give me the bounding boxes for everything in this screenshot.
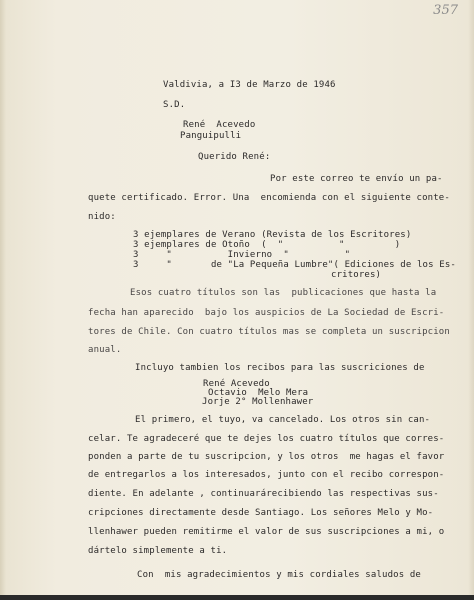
p5-line-1: Con mis agradecimientos y mis cordiales saludos de xyxy=(137,570,421,580)
archive-number: 357 xyxy=(433,3,458,18)
paper-left-edge xyxy=(0,0,6,600)
name-mollenhawer: Jorje 2° Mollenhawer xyxy=(202,397,314,407)
paper-right-edge xyxy=(468,0,474,600)
recipient-city: Panguipulli xyxy=(180,131,242,141)
p2-line-3: tores de Chile. Con cuatro títulos mas se completa un suscripcion xyxy=(88,327,450,337)
p2-line-1: Esos cuatro títulos son las publicaciones que hasta la xyxy=(130,288,437,298)
p2-line-4: anual. xyxy=(88,345,122,355)
sd-line: S.D. xyxy=(163,100,186,110)
list-line-4: 3 " de "La Pequeña Lumbre"( Ediciones de los Es- xyxy=(133,260,456,270)
p4-line-7: llenhawer pueden remitirme el valor de sus suscripciones a mi, o xyxy=(88,527,445,537)
list-line-3: 3 " Invierno " " xyxy=(133,250,351,260)
salutation: Querido René: xyxy=(198,152,271,162)
p1-line-2: quete certificado. Error. Una encomienda con el siguiente conte- xyxy=(88,193,450,203)
p2-line-2: fecha han aparecido bajo los auspicios de La Sociedad de Escri- xyxy=(88,308,445,318)
scan-bottom-edge xyxy=(0,595,474,600)
p4-line-3: ponden a parte de tu suscripcion, y los otros me hagas el favor xyxy=(88,452,445,462)
p1-line-3: nido: xyxy=(88,212,116,222)
p3-line-1: Incluyo tambien los recibos para las suscriciones de xyxy=(135,363,425,373)
p4-line-4: de entregarlos a los interesados, junto con el recibo correspon- xyxy=(88,470,445,480)
p4-line-6: cripciones directamente desde Santiago. Los señores Melo y Mo- xyxy=(88,508,434,518)
p1-line-1: Por este correo te envío un pa- xyxy=(270,174,443,184)
list-line-1: 3 ejemplares de Verano (Revista de los Escritores) xyxy=(133,230,412,240)
p4-line-5: diente. En adelante , continuarárecibiendo las respectivas sus- xyxy=(88,489,439,499)
p4-line-2: celar. Te agradeceré que te dejes los cuatro títulos que corres- xyxy=(88,434,445,444)
p4-line-1: El primero, el tuyo, va cancelado. Los otros sin can- xyxy=(135,415,431,425)
list-line-5: critores) xyxy=(331,270,382,280)
p4-line-8: dártelo simplemente a ti. xyxy=(88,546,228,556)
recipient-name: René Acevedo xyxy=(183,120,256,130)
name-acevedo: René Acevedo xyxy=(203,379,270,389)
place-date: Valdivia, a I3 de Marzo de 1946 xyxy=(163,80,336,90)
list-line-2: 3 ejemplares de Otoño ( " " ) xyxy=(133,240,401,250)
name-melo: Octavio Melo Mera xyxy=(208,388,309,398)
